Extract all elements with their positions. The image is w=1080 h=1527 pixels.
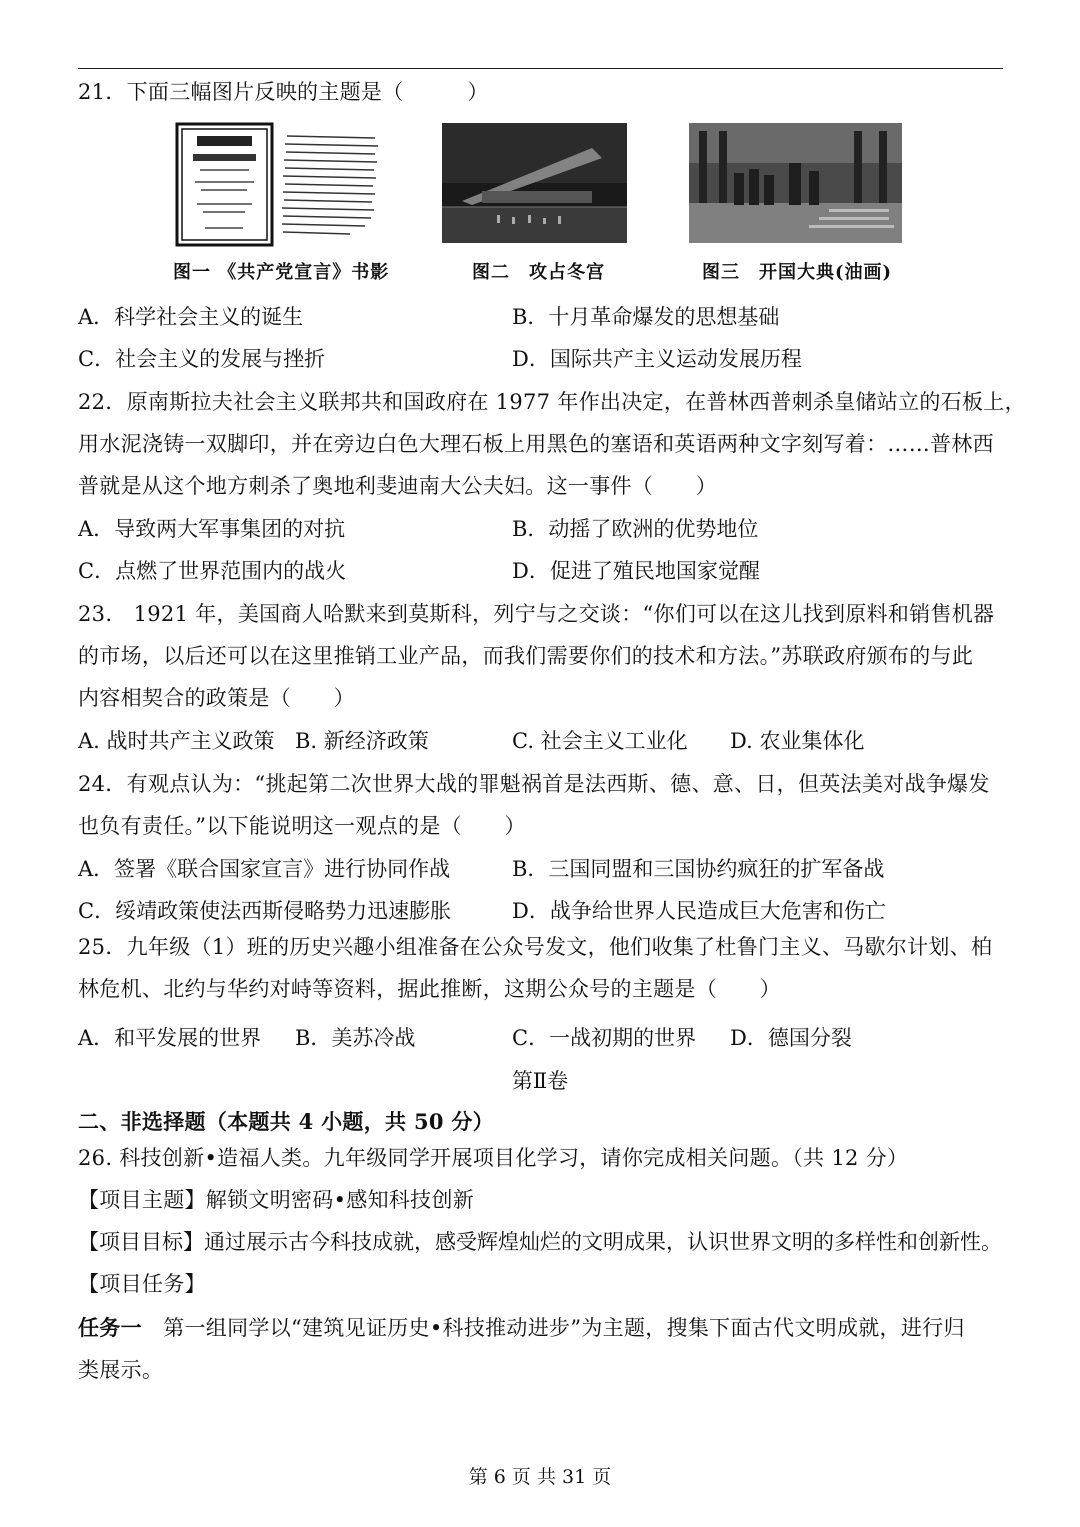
manifesto-book-image	[175, 122, 385, 247]
q22-option-d: D．促进了殖民地国家觉醒	[512, 559, 760, 583]
q23-option-d: D. 农业集体化	[730, 729, 865, 753]
q24-option-c: C．绥靖政策使法西斯侵略势力迅速膨胀	[78, 899, 452, 923]
q21-option-a: A．科学社会主义的诞生	[78, 305, 304, 329]
header-rule	[78, 68, 1003, 69]
q24-line-1: 24．有观点认为：“挑起第二次世界大战的罪魁祸首是法西斯、德、意、日，但英法美对战争爆发	[78, 772, 990, 796]
q21-option-c: C．社会主义的发展与挫折	[78, 347, 326, 371]
q24-option-a: A．签署《联合国家宣言》进行协同作战	[78, 857, 451, 881]
task1-text: 第一组同学以“建筑见证历史•科技推动进步”为主题，搜集下面古代文明成就，进行归	[141, 1316, 965, 1340]
q26-goal: 【项目目标】通过展示古今科技成就，感受辉煌灿烂的文明成果，认识世界文明的多样性和创新性。	[78, 1230, 1002, 1254]
q22-option-b: B．动摇了欧洲的优势地位	[512, 517, 759, 541]
q23-line-2: 的市场，以后还可以在这里推销工业产品，而我们需要你们的技术和方法。”苏联政府颁布的与此	[78, 644, 974, 668]
figure1-caption: 图一 《共产党宣言》书影	[173, 262, 390, 283]
q25-option-a: A．和平发展的世界	[78, 1026, 262, 1050]
q22-line-3: 普就是从这个地方刺杀了奥地利斐迪南大公夫妇。这一事件（ ）	[78, 474, 717, 498]
q23-line-1: 23. 1921 年，美国商人哈默来到莫斯科，列宁与之交谈：“你们可以在这儿找到原料和销售机器	[78, 602, 995, 626]
q21-stem: 21．下面三幅图片反映的主题是（ ）	[78, 80, 489, 104]
q25-line-1: 25．九年级（1）班的历史兴趣小组准备在公众号发文，他们收集了杜鲁门主义、马歇尔计划、柏	[78, 935, 993, 959]
section-heading: 二、非选择题（本题共 4 小题，共 50 分）	[78, 1109, 494, 1134]
q26-task1	[78, 1314, 965, 1342]
q24-line-2: 也负有责任。”以下能说明这一观点的是（ ）	[78, 814, 526, 838]
q26-stem: 26. 科技创新•造福人类。九年级同学开展项目化学习，请你完成相关问题。（共 12 分）	[78, 1146, 909, 1170]
task1-label: 任务一	[78, 1315, 142, 1340]
q24-option-d: D．战争给世界人民造成巨大危害和伤亡	[512, 899, 886, 923]
page-footer: 第 6 页 共 31 页	[468, 1466, 612, 1488]
q23-option-a: A. 战时共产主义政策	[78, 729, 275, 753]
q22-option-c: C．点燃了世界范围内的战火	[78, 559, 347, 583]
founding-ceremony-image	[689, 123, 902, 243]
figure2-caption: 图二 攻占冬宫	[472, 262, 605, 283]
q22-line-1: 22．原南斯拉夫社会主义联邦共和国政府在 1977 年作出决定，在普林西普刺杀皇储站立的石板上，	[78, 390, 1026, 414]
q26-tasks-label: 【项目任务】	[78, 1272, 206, 1296]
q24-option-b: B．三国同盟和三国协约疯狂的扩军备战	[512, 857, 885, 881]
q21-option-b: B．十月革命爆发的思想基础	[512, 305, 780, 329]
q23-option-c: C. 社会主义工业化	[512, 729, 688, 753]
q25-option-b: B．美苏冷战	[295, 1026, 416, 1050]
q23-option-b: B. 新经济政策	[295, 729, 429, 753]
q21-option-d: D．国际共产主义运动发展历程	[512, 347, 802, 371]
q23-line-3: 内容相契合的政策是（ ）	[78, 686, 355, 710]
q22-line-2: 用水泥浇铸一双脚印，并在旁边白色大理石板上用黑色的塞语和英语两种文字刻写着：……普林西	[78, 432, 994, 456]
q22-option-a: A．导致两大军事集团的对抗	[78, 517, 346, 541]
volume-title: 第Ⅱ卷	[511, 1069, 569, 1093]
figure3-caption: 图三 开国大典(油画)	[702, 262, 893, 283]
q26-task1-line2: 类展示。	[78, 1358, 164, 1382]
q25-option-c: C．一战初期的世界	[512, 1026, 697, 1050]
q25-line-2: 林危机、北约与华约对峙等资料，据此推断，这期公众号的主题是（ ）	[78, 977, 781, 1001]
winter-palace-image	[442, 123, 627, 243]
q26-theme: 【项目主题】解锁文明密码•感知科技创新	[78, 1188, 475, 1212]
q25-option-d: D．德国分裂	[730, 1026, 852, 1050]
